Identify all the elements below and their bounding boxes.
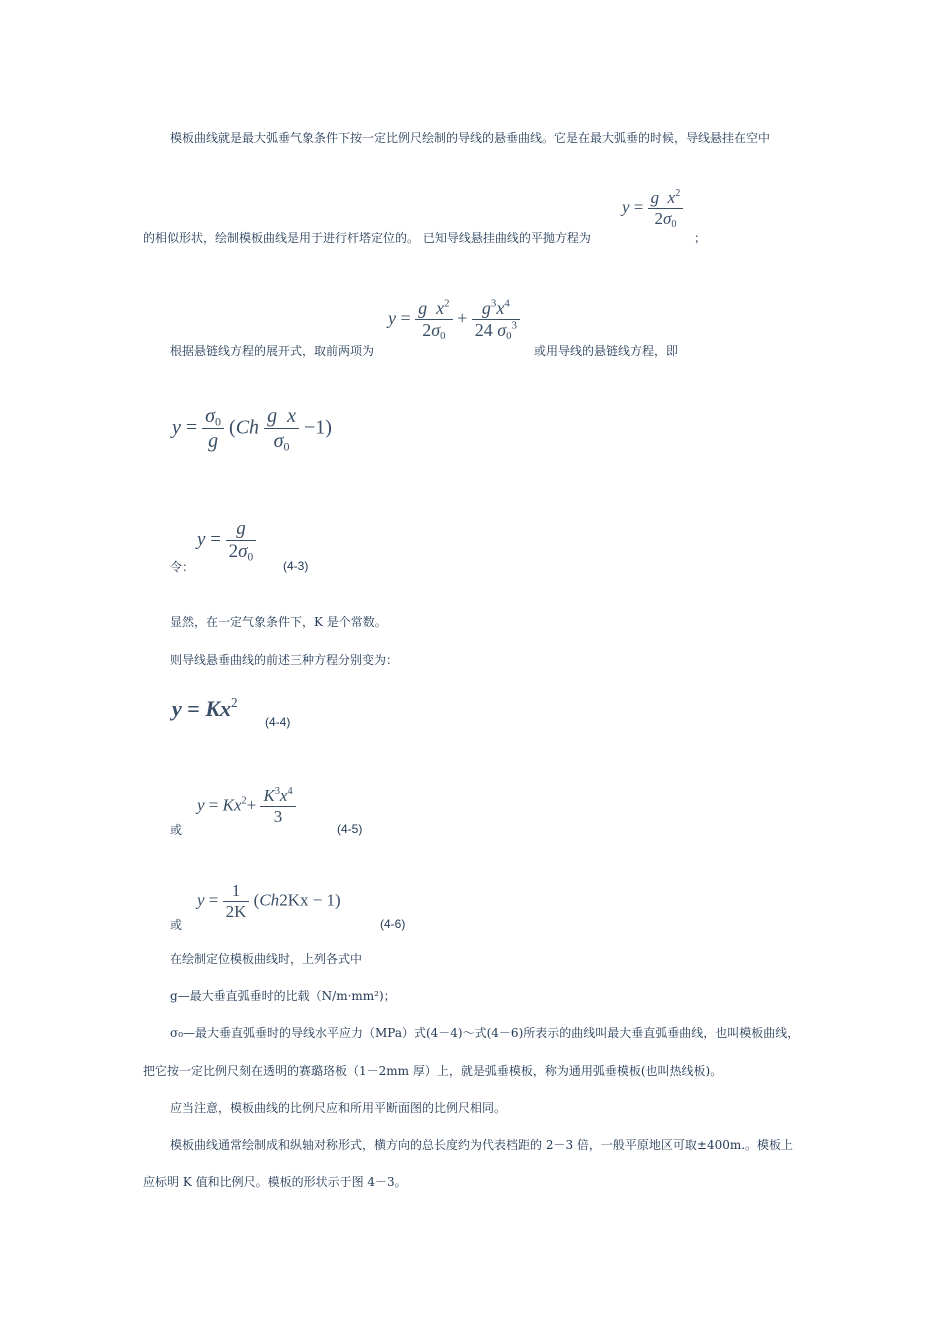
paragraph-8: 或 [170,918,183,932]
equation-tag-4-5: (4-5) [337,822,363,836]
paragraph-5: 显然，在一定气象条件下，K 是个常数。 [170,615,387,629]
catenary-equation: y = $\frac{\sigma_0}{g}$ (Ch $\frac{\text{g x}}{\sigma_0}$ −1) [172,405,332,454]
paragraph-2-end: ； [694,231,707,245]
paragraph-3: 根据悬链线方程的展开式，取前两项为 [170,344,375,358]
paragraph-10: g—最大垂直弧垂时的比载（N/m·mm²)； [170,989,396,1003]
equation-4-5: $y = Kx^2+$ $\frac{K^3x^4}{3}$ [197,786,296,827]
paragraph-14: 模板曲线通常绘制成和纵轴对称形式，横方向的总长度约为代表档距的 2－3 倍，一般平原地区可取±400m.。模板上 [170,1138,794,1152]
catenary-expansion-equation: y = $\frac{g x^2}{2\sigma_0}$ + $\frac{g^3x^4}{24 \sigma_0^3}$ [388,298,520,341]
paragraph-3-end: 或用导线的悬链线方程，即 [534,344,679,358]
paragraph-13: 应当注意，模板曲线的比例尺应和所用平断面图的比例尺相同。 [170,1101,507,1115]
paragraph-6: 则导线悬垂曲线的前述三种方程分别变为： [170,653,399,667]
paragraph-15: 应标明 K 值和比例尺。模板的形状示于图 4－3。 [143,1175,407,1189]
parabolic-equation: y = $\frac{g x^2}{2\sigma_0}$ [622,188,683,229]
paragraph-12: 把它按一定比例尺刻在透明的赛璐珞板（1－2mm 厚）上，就是弧垂模板，称为通用弧垂模板(也叫热线板)。 [143,1064,723,1078]
equation-tag-4-4: (4-4) [265,715,291,729]
paragraph-1: 模板曲线就是最大弧垂气象条件下按一定比例尺绘制的导线的悬垂曲线。它是在最大弧垂的时候，导线悬挂在空中 [170,131,771,145]
paragraph-7: 或 [170,823,183,837]
paragraph-9: 在绘制定位模板曲线时，上列各式中 [170,952,363,966]
equation-tag-4-6: (4-6) [380,917,406,931]
equation-tag-4-3: (4-3) [283,559,309,573]
paragraph-2: 的相似形状，绘制模板曲线是用于进行杆塔定位的。 已知导线悬挂曲线的平抛方程为 [143,231,591,245]
equation-4-6: y = $\frac{1}{2K}$ (Ch2Kx − 1) [197,881,341,921]
paragraph-4: 令： [170,560,195,574]
equation-4-4: $y = Kx^2$ [172,694,238,721]
paragraph-11: σ₀—最大垂直弧垂时的导线水平应力（MPa）式(4－4)～式(4－6)所表示的曲线叫最大垂直弧垂曲线，也叫模板曲线， [170,1026,800,1040]
k-definition-equation: y = $\frac{g}{2\sigma_0}$ [197,518,256,564]
